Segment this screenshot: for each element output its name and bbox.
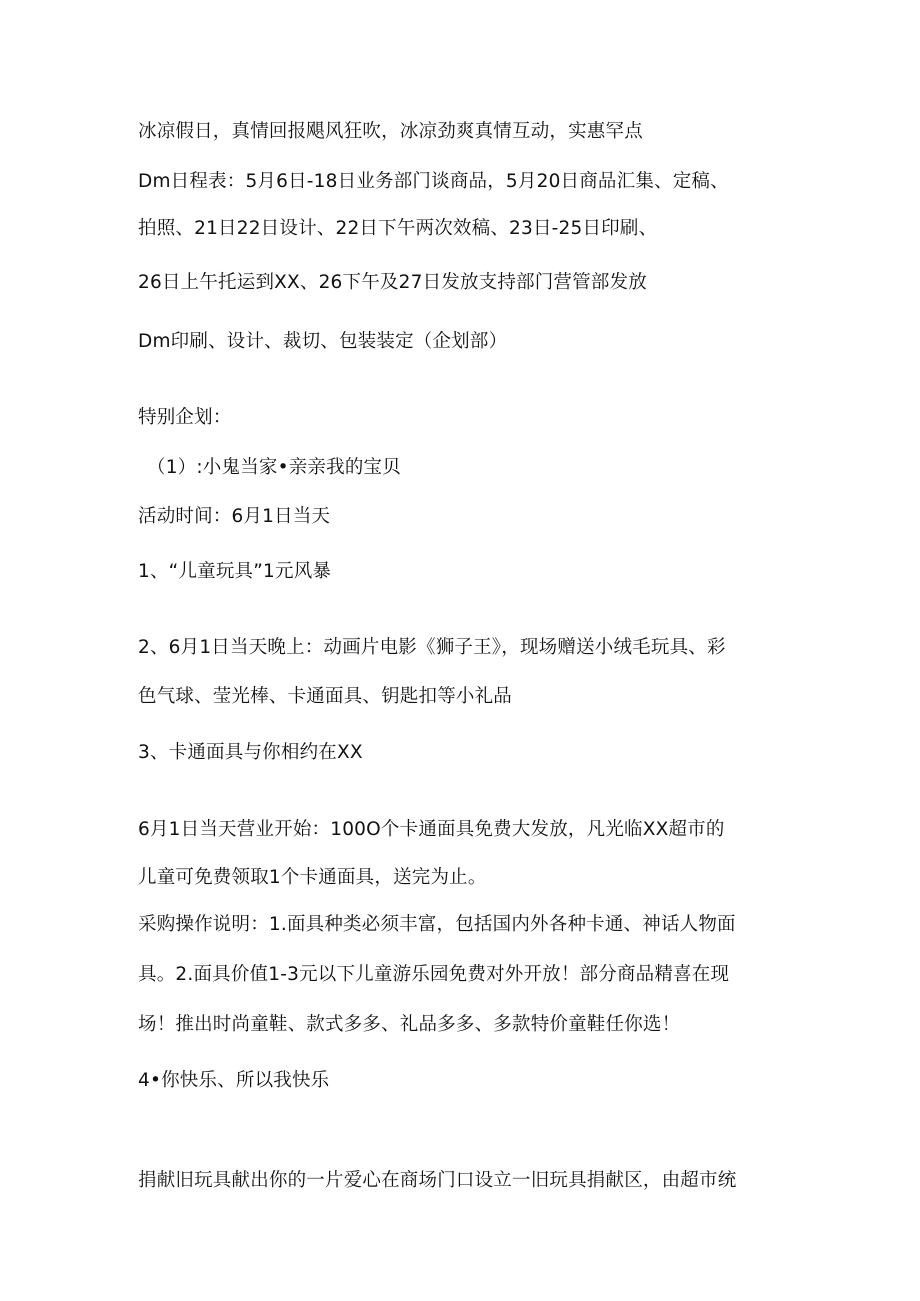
text-line-donation: 捐献旧玩具献出你的一片爱心在商场门口设立一旧玩具捐献区，由超市统 xyxy=(138,1170,737,1191)
text-line-item-4: 4•你快乐、所以我快乐 xyxy=(138,1070,330,1091)
text-line-schedule-1: Dm日程表：5月6日-18日业务部门谈商品，5月20日商品汇集、定稿、 xyxy=(138,171,729,192)
text-line-item-2b: 色气球、莹光棒、卡通面具、钥匙扣等小礼品 xyxy=(138,686,513,707)
text-line-masks-2: 儿童可免费领取1个卡通面具，送完为止。 xyxy=(138,867,487,888)
text-line-schedule-2: 拍照、21日22日设计、22日下午两次效稿、23日-25日印刷、 xyxy=(138,218,658,239)
text-line-item-2a: 2、6月1日当天晚上：动画片电影《狮子王》，现场赠送小绒毛玩具、彩 xyxy=(138,637,726,658)
text-line-event-1-title: （1）:小鬼当家•亲亲我的宝贝 xyxy=(147,457,401,478)
text-line-purchasing-1: 采购操作说明：1.面具种类必须丰富，包括国内外各种卡通、神话人物面 xyxy=(138,914,736,935)
text-line-special-plan: 特别企划： xyxy=(138,407,232,428)
text-line-event-time: 活动时间：6月1日当天 xyxy=(138,506,331,527)
text-line-item-3: 3、卡通面具与你相约在XX xyxy=(138,742,363,763)
text-line-purchasing-3: 场！推出时尚童鞋、款式多多、礼品多多、多款特价童鞋任你选！ xyxy=(138,1014,681,1035)
text-line-dm-printing: Dm印刷、设计、裁切、包装装定（企划部） xyxy=(138,331,508,352)
text-line-slogan: 冰凉假日，真情回报飓风狂吹，冰凉劲爽真情互动，实惠罕点 xyxy=(138,121,643,142)
text-line-schedule-3: 26日上午托运到XX、26下午及27日发放支持部门营管部发放 xyxy=(138,272,647,293)
text-line-masks-1: 6月1日当天营业开始：100O个卡通面具免费大发放，凡光临XX超市的 xyxy=(138,819,725,840)
text-line-item-1: 1、“儿童玩具”1元风暴 xyxy=(138,561,332,582)
text-line-purchasing-2: 具。2.面具价值1-3元以下儿童游乐园免费对外开放！部分商品精喜在现 xyxy=(138,964,730,985)
